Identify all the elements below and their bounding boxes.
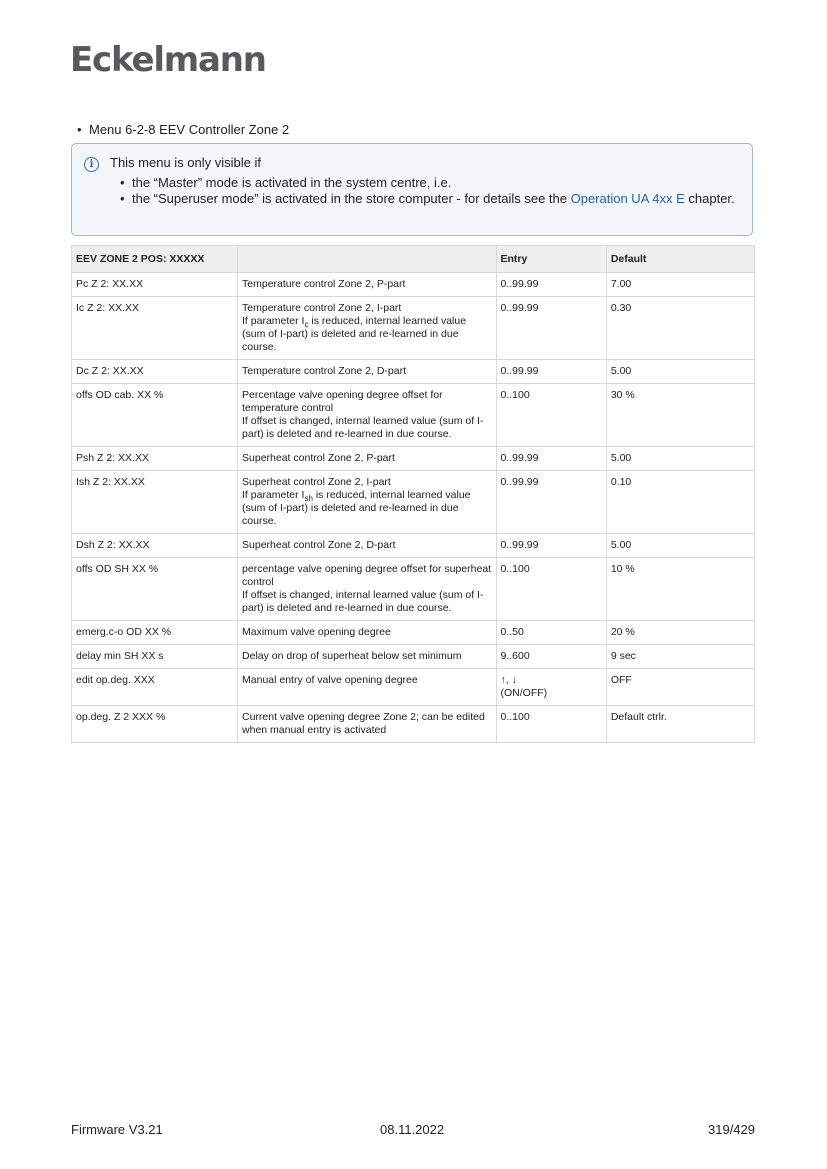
- cell-default: 5.00: [606, 447, 754, 471]
- cell-entry: 9..600: [496, 645, 606, 669]
- cell-description: Current valve opening degree Zone 2; can be edited when manual entry is activated: [238, 706, 496, 743]
- cell-description: Temperature control Zone 2, P-part: [238, 273, 496, 297]
- table-row: [72, 621, 755, 645]
- table-row: [72, 534, 755, 558]
- operation-ua-link[interactable]: Operation UA 4xx E: [570, 191, 685, 206]
- cell-description: Superheat control Zone 2, I-part If parameter $I_{sh}$ is reduced, internal learned value (sum of I-part) is deleted and re-learned in due course.: [238, 471, 496, 534]
- cell-default: 5.00: [606, 534, 754, 558]
- info-list-item: • the “Superuser mode” is activated in the store computer - for details see the Operation UA 4xx E chapter.: [120, 191, 740, 207]
- cell-entry: 0..100: [496, 384, 606, 447]
- table-row: [72, 669, 755, 706]
- cell-param: edit op.deg. XXX: [72, 669, 238, 706]
- footer-date: 08.11.2022: [380, 1122, 445, 1137]
- cell-param: Ish Z 2: XX.XX: [72, 471, 238, 534]
- cell-default: Default ctrlr.: [606, 706, 754, 743]
- eckelmann-logo: Eckelmann: [70, 40, 266, 80]
- cell-entry: 0..99.99: [496, 273, 606, 297]
- cell-entry: 0..99.99: [496, 360, 606, 384]
- table-row: [72, 297, 755, 360]
- menu-bullet-text: Menu 6-2-8 EEV Controller Zone 2: [89, 122, 290, 137]
- cell-default: 7.00: [606, 273, 754, 297]
- cell-param: delay min SH XX s: [72, 645, 238, 669]
- cell-entry: 0..50: [496, 621, 606, 645]
- table-row: [72, 384, 755, 447]
- arrow-keys-icon: ↑, ↓: [500, 674, 517, 686]
- footer-page-number: 319/429: [708, 1122, 755, 1137]
- parameter-table: [71, 245, 755, 743]
- cell-default: 30 %: [606, 384, 754, 447]
- cell-entry: 0..99.99: [496, 447, 606, 471]
- cell-description: Superheat control Zone 2, P-part: [238, 447, 496, 471]
- cell-description: Superheat control Zone 2, D-part: [238, 534, 496, 558]
- cell-default: OFF: [606, 669, 754, 706]
- table-row: [72, 447, 755, 471]
- cell-param: Pc Z 2: XX.XX: [72, 273, 238, 297]
- cell-description: Temperature control Zone 2, D-part: [238, 360, 496, 384]
- cell-param: offs OD cab. XX %: [72, 384, 238, 447]
- cell-entry: ↑, ↓ (ON/OFF): [496, 669, 606, 706]
- info-list-item: • the “Master” mode is activated in the system centre, i.e.: [120, 175, 740, 191]
- cell-entry: 0..99.99: [496, 471, 606, 534]
- table-row: [72, 273, 755, 297]
- cell-default: 0.30: [606, 297, 754, 360]
- cell-param: Ic Z 2: XX.XX: [72, 297, 238, 360]
- cell-default: 0.10: [606, 471, 754, 534]
- header-entry: Entry: [496, 246, 606, 273]
- header-param: EEV ZONE 2 POS: XXXXX: [72, 246, 238, 273]
- cell-param: emerg.c-o OD XX %: [72, 621, 238, 645]
- table-row: [72, 558, 755, 621]
- cell-description: Percentage valve opening degree offset for temperature control If offset is changed, internal learned value (sum of I-part) is deleted and re-learned in due course.: [238, 384, 496, 447]
- cell-entry: 0..99.99: [496, 297, 606, 360]
- table-row: [72, 360, 755, 384]
- table-header-row: [72, 246, 755, 273]
- table-row: [72, 706, 755, 743]
- info-list: [120, 175, 740, 207]
- footer-firmware: Firmware V3.21: [71, 1122, 163, 1137]
- cell-param: offs OD SH XX %: [72, 558, 238, 621]
- cell-description: Delay on drop of superheat below set minimum: [238, 645, 496, 669]
- header-default: Default: [606, 246, 754, 273]
- cell-entry: 0..100: [496, 558, 606, 621]
- cell-param: Dc Z 2: XX.XX: [72, 360, 238, 384]
- cell-entry: 0..99.99: [496, 534, 606, 558]
- cell-description: Temperature control Zone 2, I-part If parameter $I_c$ is reduced, internal learned value (sum of I-part) is deleted and re-learned in due course.: [238, 297, 496, 360]
- table-row: [72, 471, 755, 534]
- cell-param: Psh Z 2: XX.XX: [72, 447, 238, 471]
- info-note-box: [71, 143, 753, 236]
- cell-description: percentage valve opening degree offset for superheat control If offset is changed, internal learned value (sum of I-part) is deleted and re-learned in due course.: [238, 558, 496, 621]
- cell-default: 5.00: [606, 360, 754, 384]
- cell-param: Dsh Z 2: XX.XX: [72, 534, 238, 558]
- cell-description: Manual entry of valve opening degree: [238, 669, 496, 706]
- menu-bullet: • Menu 6-2-8 EEV Controller Zone 2: [77, 122, 290, 137]
- cell-entry: 0..100: [496, 706, 606, 743]
- cell-param: op.deg. Z 2 XXX %: [72, 706, 238, 743]
- header-description: [238, 246, 496, 273]
- cell-default: 10 %: [606, 558, 754, 621]
- cell-description: Maximum valve opening degree: [238, 621, 496, 645]
- info-title: This menu is only visible if: [110, 155, 261, 170]
- cell-default: 9 sec: [606, 645, 754, 669]
- info-icon: i: [84, 157, 99, 172]
- cell-default: 20 %: [606, 621, 754, 645]
- table-row: [72, 645, 755, 669]
